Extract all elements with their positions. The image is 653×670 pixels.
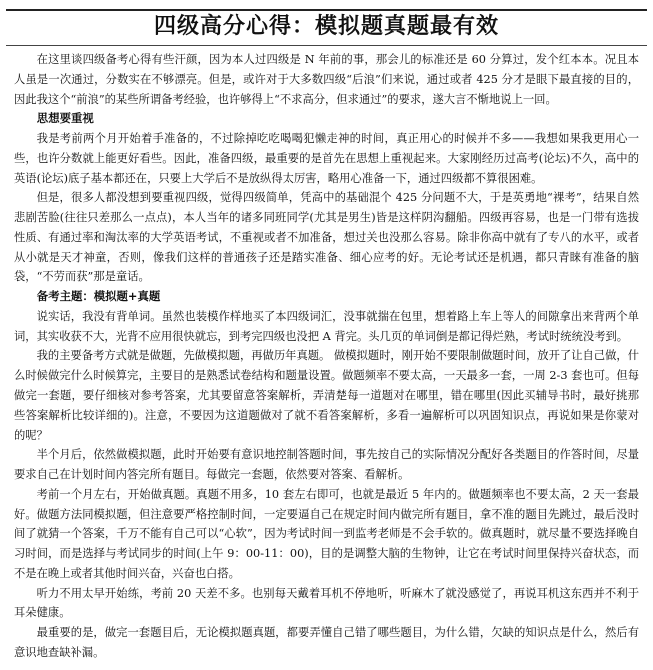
header-rule	[6, 9, 647, 11]
paragraph: 最重要的是，做完一套题目后，无论模拟题真题，都要弄懂自己错了哪些题目，为什么错，欠缺的知识点是什么，然后有意识地查缺补漏。	[14, 626, 639, 659]
paragraph: 但是，很多人都没想到要重视四级，觉得四级简单，凭高中的基础混个 425 分问题不大，于是英勇地“裸考”，结果自然悲剧苦脸(往往只差那么一点点)，本人当年的诸多同班同学(尤其是男生)皆是这样阴沟翻船。四级再容易，也是一门带有选拔性质、有通过率和淘汰率的大学英语考试，不重视或者不加准备，想过关也没那么容易。除非你高中就有了专八的水平，或者从小就是天才神童，否则，像我们这样的普通孩子还是踏实准备、细心应考的好。无论考试还是机遇，都只青睐有准备的脑袋，“不劳而获”那是童话。	[14, 191, 639, 284]
paragraph: 考前一个月左右，开始做真题。真题不用多，10 套左右即可，也就是最近 5 年内的。做题频率也不要太高，2 天一套最好。做题方法同模拟题，但注意要严格控制时间，一定要逼自己在规定时间内做完所有题目，拿不准的题目先跳过，最后没时间了就猜一个答案，千万不能有自己可以“心软”，因为考试时间一到监考老师是不会手软的。做真题时，就尽量不要选择晚自习时间，而是选择与考试同步的时间(上午 9：00-11：00)，目的是调整大脑的生物钟，让它在考试时间里保持兴奋状态，而不是在晚上或者其他时间兴奋，兴奋也白搭。	[14, 487, 639, 580]
paragraph: 在这里谈四级备考心得有些汗颜，因为本人过四级是 N 年前的事，那会儿的标准还是 60 分算过，发个红本本。况且本人虽是一次通过，分数实在不够漂亮。但是，或许对于大多数四级“后浪”们来说，通过或者 425 分才是眼下最直接的目的，因此我这个“前浪”的某些所谓备考经验，也许够得上“不求高分，但求通过”的要求，遂大言不惭地说上一回。	[14, 53, 639, 106]
section-heading: 思想要重视	[36, 111, 94, 126]
paragraph: 说实话，我没有背单词。虽然也装模作样地买了本四级词汇，没事就揣在包里，想着路上车上等人的间隙拿出来背两个单词，其实收获不大，光背不应用很快就忘，到考完四级也没把 A 背完。头几页的单词倒是都记得烂熟，考试时统统没考到。	[14, 309, 639, 343]
paragraph: 我是考前两个月开始着手准备的，不过除掉吃吃喝喝犯懒走神的时间，真正用心的时候并不多——我想如果我更用心一些，也许分数就上能更好看些。因此，准备四级，最重要的是首先在思想上重视起来。大家刚经历过高考(论坛)不久，高中的英语(论坛)底子基本都还在，只要上大学后不是放纵得太厉害，略用心准备一下，通过四级都不算很困难。	[14, 132, 639, 185]
paragraph: 半个月后，依然做模拟题，此时开始要有意识地控制答题时间，事先按自己的实际情况分配好各类题目的作答时间，尽量要求自己在计划时间内答完所有题目。每做完一套题，依然要对答案、看解析。	[14, 448, 639, 482]
title-divider	[6, 45, 647, 46]
section-heading: 备考主题：模拟题+真题	[36, 289, 161, 304]
page-title: 四级高分心得：模拟题真题最有效	[153, 14, 499, 39]
article-body	[14, 50, 639, 663]
paragraph: 我的主要备考方式就是做题，先做模拟题，再做历年真题。 做模拟题时，刚开始不要限制做题时间，放开了让自己做，什么时候做完什么时候算完，主要目的是熟悉试卷结构和题量设置。做题频率不要太高，一天最多一套，一周 2-3 套也可。但每做完一套题，要仔细核对参考答案，尤其要留意答案解析，弄清楚每一道题对在哪里，错在哪里(因此买辅导书时，最好挑那些答案解析比较详细的)。注意，不要因为这道题做对了就不看答案解析，多看一遍解析可以巩固知识点，再说如果是你蒙对的呢？	[14, 349, 639, 442]
paragraph: 听力不用太早开始练，考前 20 天差不多。也别每天戴着耳机不停地听，听麻木了就没感觉了，再说耳机这东西并不利于耳朵健康。	[14, 586, 639, 620]
